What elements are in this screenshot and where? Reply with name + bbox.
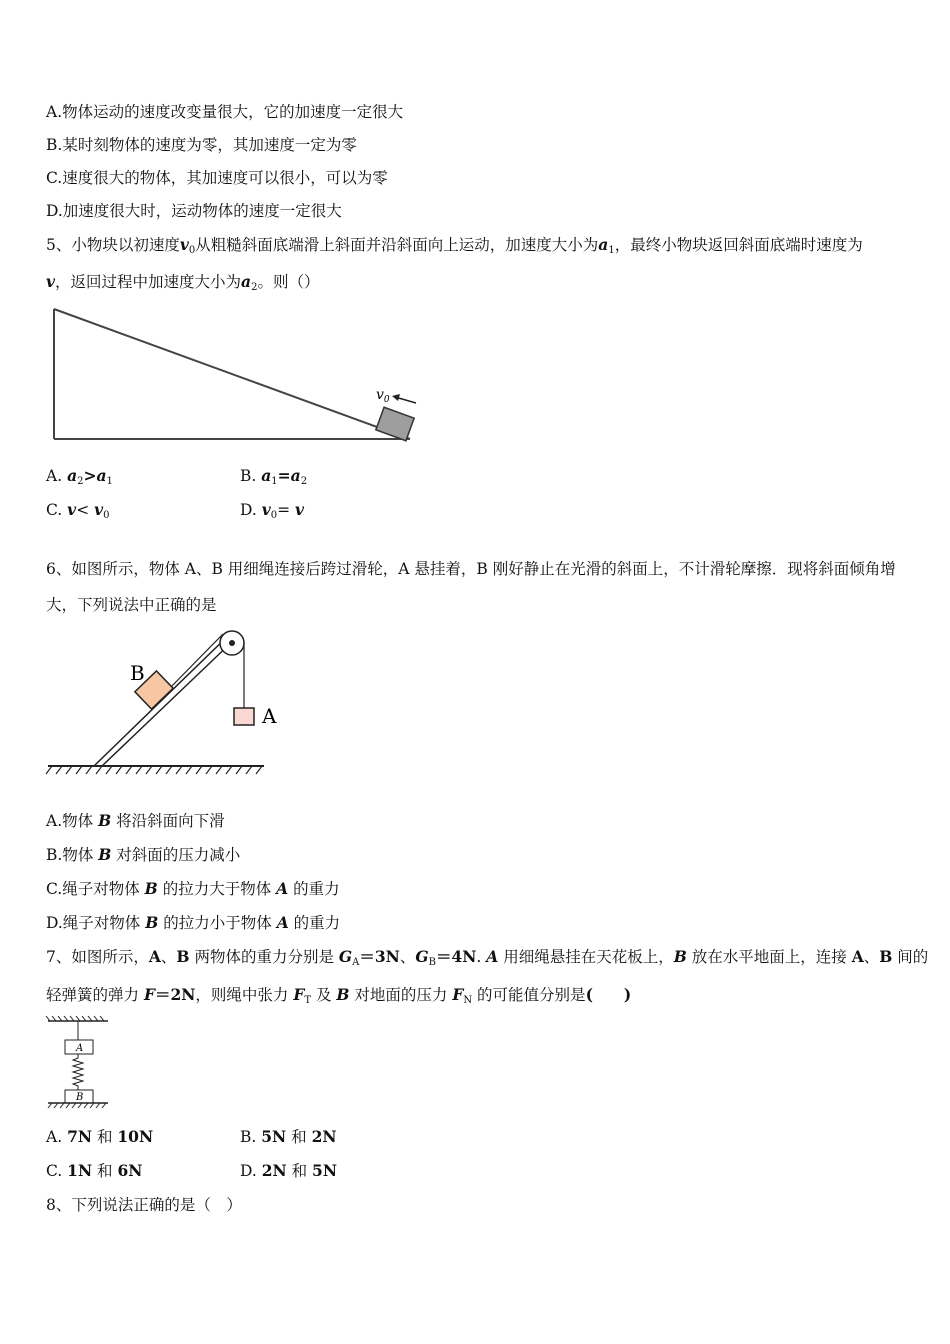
pulley-figure: [46, 626, 306, 776]
block-shape: [376, 407, 414, 440]
q7-option-b: B. 5N 和 2N: [240, 1127, 337, 1146]
label-b: B: [76, 1092, 84, 1103]
q6-stem-line2: 大，下列说法中正确的是: [46, 596, 217, 614]
incline-figure: [50, 305, 430, 445]
q7-option-d: D. 2N 和 5N: [240, 1161, 337, 1180]
q4-option-d: D.加速度很大时，运动物体的速度一定很大: [46, 202, 342, 220]
label-a: A: [262, 704, 277, 728]
q7-option-a: A. 7N 和 10N: [46, 1127, 154, 1146]
q5-option-a: A. $a_2>a_1$: [46, 466, 113, 487]
q7-option-c: C. 1N 和 6N: [46, 1161, 143, 1180]
q4-option-a: A.物体运动的速度改变量很大，它的加速度一定很大: [46, 103, 404, 121]
q7-stem-line2: 轻弹簧的弹力 F＝2N，则绳中张力 $F_T$ 及 B 对地面的压力 $F_N$ 的可能值分别是( ): [46, 985, 632, 1006]
label-a: A: [76, 1043, 84, 1054]
label-b: B: [130, 661, 145, 685]
q6-stem-line1: 6、如图所示，物体 A、B 用细绳连接后跨过滑轮，A 悬挂着，B 刚好静止在光滑的斜面上，不计滑轮摩擦．现将斜面倾角增: [46, 560, 896, 578]
q6-option-d: D.绳子对物体 B 的拉力小于物体 A 的重力: [46, 913, 341, 932]
q5-option-b: B. $a_1=a_2$: [240, 466, 308, 487]
q5-option-d: D. $v_0= v$: [240, 500, 305, 521]
q5-stem-line1: 5、小物块以初速度$v_0$从粗糙斜面底端滑上斜面并沿斜面向上运动，加速度大小为$a_1$，最终小物块返回斜面底端时速度为: [46, 235, 863, 256]
spring-shape: [73, 1054, 83, 1090]
v0-label: $v_0$: [376, 387, 390, 405]
q6-option-b: B.物体 B 对斜面的压力减小: [46, 845, 241, 864]
q6-option-c: C.绳子对物体 B 的拉力大于物体 A 的重力: [46, 879, 340, 898]
q7-stem-line1: 7、如图所示，A、B 两物体的重力分别是 $G_A=3N$、$G_B=4N$. A 用细绳悬挂在天花板上，B 放在水平地面上，连接 A、B 间的: [46, 947, 929, 968]
q5-stem-line2: v，返回过程中加速度大小为$a_2$。则（）: [46, 272, 320, 293]
q4-option-c: C.速度很大的物体，其加速度可以很小，可以为零: [46, 169, 388, 187]
block-a: [234, 708, 254, 725]
spring-figure: [46, 1016, 116, 1112]
q6-option-a: A.物体 B 将沿斜面向下滑: [46, 811, 225, 830]
q5-option-c: C. $v< v_0$: [46, 500, 110, 521]
q4-option-b: B.某时刻物体的速度为零，其加速度一定为零: [46, 136, 357, 154]
q8-stem: 8、下列说法正确的是（ ）: [46, 1196, 242, 1214]
